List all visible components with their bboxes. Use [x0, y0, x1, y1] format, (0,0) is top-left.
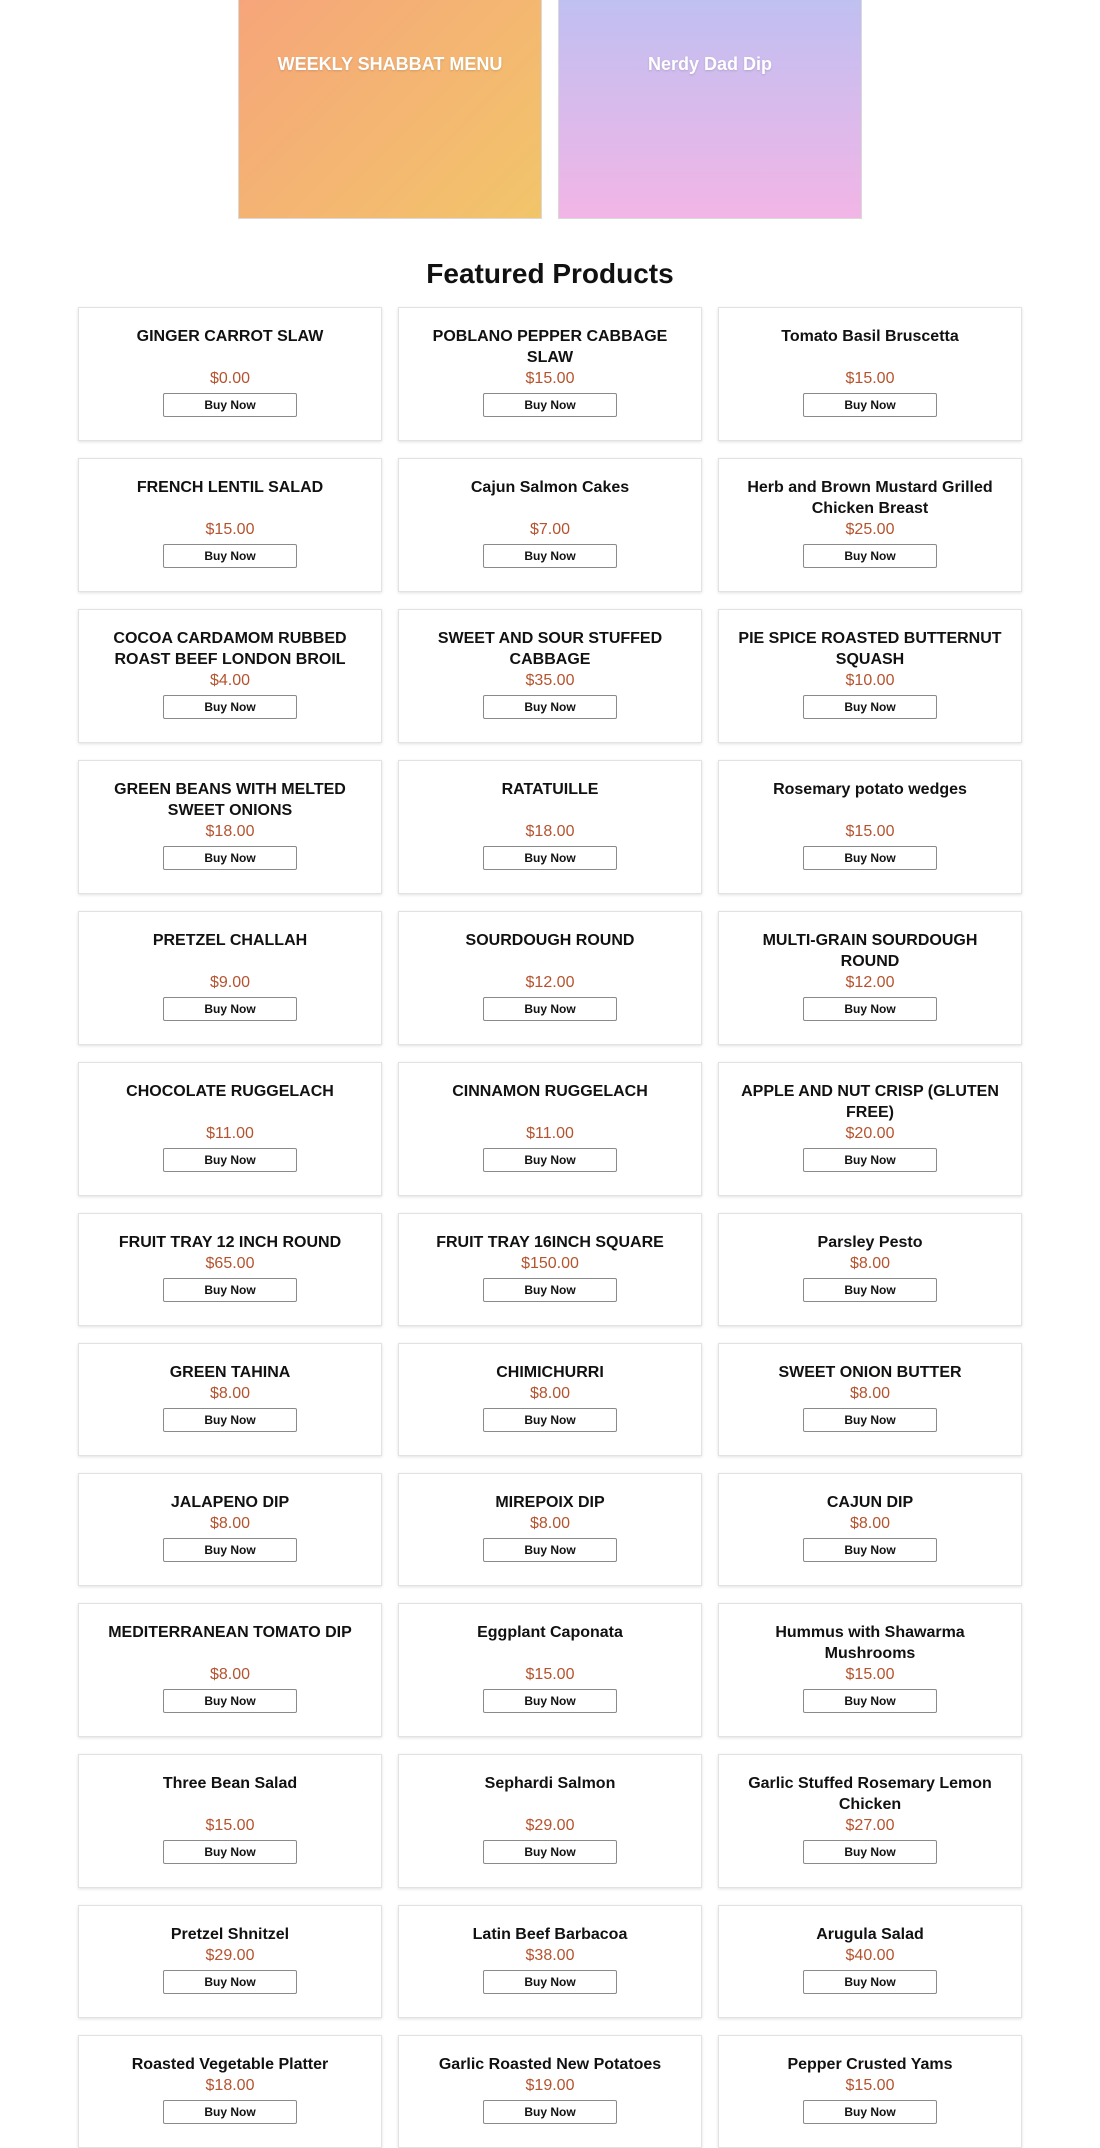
- category-nerdy-dad-dip[interactable]: [558, 0, 862, 219]
- buy-now-button[interactable]: Buy Now: [163, 1148, 297, 1172]
- product-name: Sephardi Salmon: [484, 1775, 616, 1792]
- product-card: [718, 307, 1022, 441]
- product-name: Rosemary potato wedges: [773, 781, 967, 798]
- product-name: Latin Beef Barbacoa: [472, 1926, 628, 1943]
- product-price: $15.00: [525, 1666, 575, 1683]
- product-card: [398, 1343, 702, 1456]
- product-card: [718, 1905, 1022, 2018]
- buy-now-button[interactable]: Buy Now: [803, 2100, 937, 2124]
- product-name: SWEET AND SOUR STUFFED CABBAGE: [437, 630, 663, 668]
- product-name: FRUIT TRAY 16INCH SQUARE: [436, 1234, 664, 1251]
- buy-now-button[interactable]: Buy Now: [803, 695, 937, 719]
- product-name: RATATUILLE: [501, 781, 599, 798]
- product-price: $12.00: [845, 974, 895, 991]
- product-name: MULTI-GRAIN SOURDOUGH ROUND: [762, 932, 978, 970]
- product-price: $19.00: [525, 2077, 575, 2094]
- product-name: Parsley Pesto: [817, 1234, 923, 1251]
- product-card: [78, 307, 382, 441]
- buy-now-button[interactable]: Buy Now: [803, 1970, 937, 1994]
- product-name: Pepper Crusted Yams: [787, 2056, 953, 2073]
- product-price: $29.00: [205, 1947, 255, 1964]
- product-price: $18.00: [205, 823, 255, 840]
- buy-now-button[interactable]: Buy Now: [803, 1408, 937, 1432]
- buy-now-button[interactable]: Buy Now: [803, 1689, 937, 1713]
- buy-now-button[interactable]: Buy Now: [483, 1148, 617, 1172]
- product-name: Tomato Basil Bruscetta: [781, 328, 959, 345]
- product-name: PRETZEL CHALLAH: [152, 932, 308, 949]
- product-name: COCOA CARDAMOM RUBBED ROAST BEEF LONDON BROIL: [113, 630, 347, 668]
- product-card: [398, 1754, 702, 1888]
- product-price: $18.00: [525, 823, 575, 840]
- product-price: $8.00: [209, 1666, 251, 1683]
- buy-now-button[interactable]: Buy Now: [163, 997, 297, 1021]
- buy-now-button[interactable]: Buy Now: [163, 1408, 297, 1432]
- buy-now-button[interactable]: Buy Now: [803, 1538, 937, 1562]
- product-card: [398, 458, 702, 592]
- product-name: Garlic Roasted New Potatoes: [438, 2056, 662, 2073]
- product-price: $10.00: [845, 672, 895, 689]
- buy-now-button[interactable]: Buy Now: [163, 1970, 297, 1994]
- buy-now-button[interactable]: Buy Now: [803, 1148, 937, 1172]
- buy-now-button[interactable]: Buy Now: [483, 544, 617, 568]
- product-card: [718, 760, 1022, 894]
- product-card: [398, 1213, 702, 1326]
- product-price: $11.00: [206, 1125, 254, 1142]
- product-card: [78, 1754, 382, 1888]
- product-name: CINNAMON RUGGELACH: [452, 1083, 648, 1100]
- buy-now-button[interactable]: Buy Now: [483, 393, 617, 417]
- product-price: $8.00: [529, 1515, 571, 1532]
- product-price: $29.00: [525, 1817, 575, 1834]
- product-name: PIE SPICE ROASTED BUTTERNUT SQUASH: [738, 630, 1002, 668]
- product-name: POBLANO PEPPER CABBAGE SLAW: [432, 328, 668, 366]
- product-card: [718, 458, 1022, 592]
- buy-now-button[interactable]: Buy Now: [163, 1689, 297, 1713]
- product-card: [398, 1062, 702, 1196]
- product-price: $35.00: [525, 672, 575, 689]
- buy-now-button[interactable]: Buy Now: [163, 544, 297, 568]
- product-price: $15.00: [845, 370, 895, 387]
- buy-now-button[interactable]: Buy Now: [803, 846, 937, 870]
- buy-now-button[interactable]: Buy Now: [163, 2100, 297, 2124]
- buy-now-button[interactable]: Buy Now: [483, 695, 617, 719]
- product-price: $8.00: [849, 1255, 891, 1272]
- buy-now-button[interactable]: Buy Now: [803, 1278, 937, 1302]
- product-price: $65.00: [205, 1255, 255, 1272]
- product-name: Hummus with Shawarma Mushrooms: [775, 1624, 965, 1662]
- product-card: [78, 2035, 382, 2148]
- product-name: GINGER CARROT SLAW: [136, 328, 324, 345]
- product-card: [78, 609, 382, 743]
- product-card: [78, 1473, 382, 1586]
- product-price: $15.00: [525, 370, 575, 387]
- product-card: [718, 1473, 1022, 1586]
- product-card: [398, 609, 702, 743]
- product-name: GREEN BEANS WITH MELTED SWEET ONIONS: [114, 781, 346, 819]
- product-card: [718, 609, 1022, 743]
- product-price: $18.00: [205, 2077, 255, 2094]
- product-card: [398, 760, 702, 894]
- product-card: [78, 760, 382, 894]
- product-name: MEDITERRANEAN TOMATO DIP: [108, 1624, 352, 1641]
- product-name: CAJUN DIP: [826, 1494, 914, 1511]
- product-name: Cajun Salmon Cakes: [470, 479, 630, 496]
- product-name: Three Bean Salad: [162, 1775, 298, 1792]
- buy-now-button[interactable]: Buy Now: [483, 1408, 617, 1432]
- product-price: $8.00: [209, 1515, 251, 1532]
- product-name: CHOCOLATE RUGGELACH: [126, 1083, 334, 1100]
- product-name: JALAPENO DIP: [170, 1494, 290, 1511]
- product-grid: [78, 307, 1022, 2148]
- buy-now-button[interactable]: Buy Now: [163, 1840, 297, 1864]
- product-name: MIREPOIX DIP: [495, 1494, 605, 1511]
- buy-now-button[interactable]: Buy Now: [163, 695, 297, 719]
- product-name: FRENCH LENTIL SALAD: [136, 479, 324, 496]
- product-price: $20.00: [845, 1125, 895, 1142]
- product-price: $27.00: [845, 1817, 895, 1834]
- product-card: [78, 1062, 382, 1196]
- featured-products-heading: Featured Products: [426, 258, 674, 289]
- product-card: [398, 1603, 702, 1737]
- product-name: Pretzel Shnitzel: [170, 1926, 290, 1943]
- product-name: SWEET ONION BUTTER: [778, 1364, 962, 1381]
- product-price: $15.00: [845, 1666, 895, 1683]
- product-card: [78, 1603, 382, 1737]
- product-price: $38.00: [525, 1947, 575, 1964]
- product-price: $8.00: [529, 1385, 571, 1402]
- buy-now-button[interactable]: Buy Now: [163, 1278, 297, 1302]
- buy-now-button[interactable]: Buy Now: [163, 1538, 297, 1562]
- buy-now-button[interactable]: Buy Now: [803, 997, 937, 1021]
- product-price: $15.00: [845, 823, 895, 840]
- product-card: [718, 1213, 1022, 1326]
- product-name: SOURDOUGH ROUND: [465, 932, 635, 949]
- product-price: $15.00: [205, 1817, 255, 1834]
- buy-now-button[interactable]: Buy Now: [483, 997, 617, 1021]
- category-tiles: [238, 0, 862, 219]
- product-name: Eggplant Caponata: [477, 1624, 623, 1641]
- product-card: [398, 1473, 702, 1586]
- product-card: [718, 1603, 1022, 1737]
- product-name: CHIMICHURRI: [496, 1364, 604, 1381]
- buy-now-button[interactable]: Buy Now: [483, 2100, 617, 2124]
- product-card: [78, 911, 382, 1045]
- product-name: GREEN TAHINA: [169, 1364, 291, 1381]
- product-card: [718, 2035, 1022, 2148]
- product-price: $11.00: [526, 1125, 574, 1142]
- buy-now-button[interactable]: Buy Now: [483, 1840, 617, 1864]
- product-price: $7.00: [529, 521, 571, 538]
- buy-now-button[interactable]: Buy Now: [483, 1970, 617, 1994]
- product-price: $150.00: [521, 1255, 579, 1272]
- product-price: $15.00: [845, 2077, 895, 2094]
- buy-now-button[interactable]: Buy Now: [803, 393, 937, 417]
- product-name: FRUIT TRAY 12 INCH ROUND: [118, 1234, 342, 1251]
- category-title: WEEKLY SHABBAT MENU: [277, 54, 503, 74]
- product-price: $8.00: [849, 1385, 891, 1402]
- product-card: [78, 1213, 382, 1326]
- buy-now-button[interactable]: Buy Now: [803, 544, 937, 568]
- buy-now-button[interactable]: Buy Now: [483, 846, 617, 870]
- product-card: [78, 1905, 382, 2018]
- product-price: $4.00: [209, 672, 251, 689]
- buy-now-button[interactable]: Buy Now: [483, 1278, 617, 1302]
- product-price: $8.00: [209, 1385, 251, 1402]
- buy-now-button[interactable]: Buy Now: [483, 1689, 617, 1713]
- product-card: [78, 458, 382, 592]
- product-price: $9.00: [209, 974, 251, 991]
- product-name: APPLE AND NUT CRISP (GLUTEN FREE): [741, 1083, 999, 1121]
- category-title: Nerdy Dad Dip: [647, 54, 773, 74]
- product-name: Roasted Vegetable Platter: [131, 2056, 329, 2073]
- buy-now-button[interactable]: Buy Now: [483, 1538, 617, 1562]
- product-card: [718, 911, 1022, 1045]
- buy-now-button[interactable]: Buy Now: [803, 1840, 937, 1864]
- product-price: $40.00: [845, 1947, 895, 1964]
- product-card: [398, 911, 702, 1045]
- product-name: Herb and Brown Mustard Grilled Chicken Breast: [747, 479, 993, 517]
- product-card: [78, 1343, 382, 1456]
- product-card: [398, 307, 702, 441]
- product-card: [398, 2035, 702, 2148]
- buy-now-button[interactable]: Buy Now: [163, 393, 297, 417]
- category-weekly-shabbat-menu[interactable]: [238, 0, 542, 219]
- product-price: $8.00: [849, 1515, 891, 1532]
- product-price: $12.00: [525, 974, 575, 991]
- buy-now-button[interactable]: Buy Now: [163, 846, 297, 870]
- product-card: [718, 1343, 1022, 1456]
- product-price: $15.00: [205, 521, 255, 538]
- product-name: Garlic Stuffed Rosemary Lemon Chicken: [748, 1775, 992, 1813]
- product-card: [398, 1905, 702, 2018]
- product-card: [718, 1754, 1022, 1888]
- product-price: $0.00: [209, 370, 251, 387]
- product-price: $25.00: [845, 521, 895, 538]
- product-name: Arugula Salad: [816, 1926, 924, 1943]
- product-card: [718, 1062, 1022, 1196]
